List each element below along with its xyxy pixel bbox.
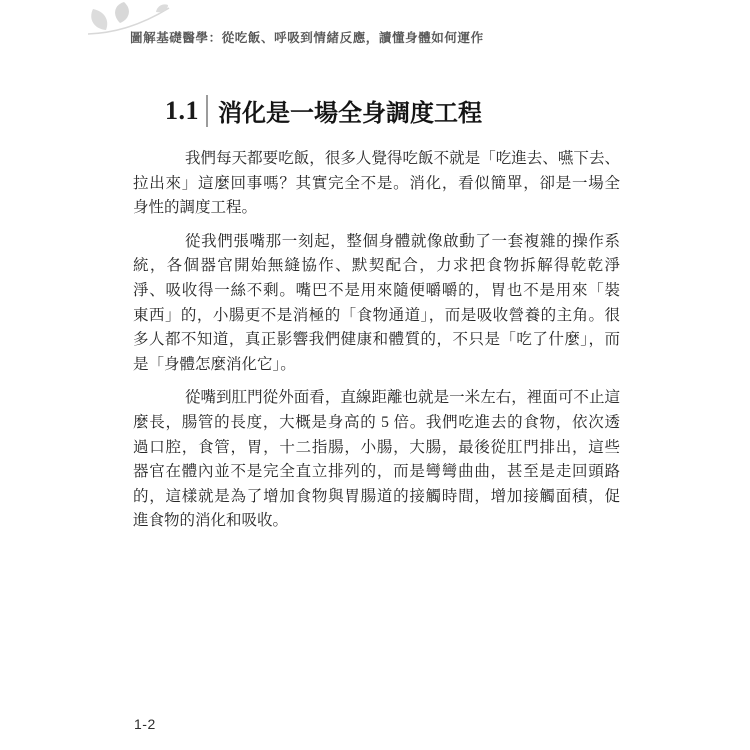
text-line: 身性的調度工程。: [133, 199, 258, 217]
running-header-book-title: 圖解基礎醫學：從吃飯、呼吸到情緒反應，讀懂身體如何運作: [130, 31, 484, 45]
text-line: 是「身體怎麼消化它」。: [133, 355, 296, 373]
heading-divider: [206, 95, 208, 127]
section-heading: [165, 93, 482, 128]
paragraph: [133, 147, 620, 221]
section-number: 1.1: [165, 95, 199, 125]
section-title: 消化是一場全身調度工程: [218, 101, 482, 127]
text-line: 統，各個器官開始無縫協作、默契配合，力求把食物拆解得乾乾淨: [133, 257, 620, 275]
text-line: 拉出來」這麼回事嗎？其實完全不是。消化，看似簡單，卻是一場全: [133, 174, 620, 192]
text-line: 進食物的消化和吸收。: [133, 512, 289, 530]
page-number: 1-2: [134, 716, 156, 732]
text-line: 淨、吸收得一絲不剩。嘴巴不是用來隨便嚼嚼的，胃也不是用來「裝: [133, 281, 620, 299]
body-text: [133, 147, 620, 543]
paragraph: [133, 230, 620, 378]
text-line: 東西」的，小腸更不是消極的「食物通道」，而是吸收營養的主角。很: [133, 306, 620, 324]
text-line: 從嘴到肛門從外面看，直線距離也就是一米左右，裡面可不止這: [185, 389, 620, 407]
text-line: 多人都不知道，真正影響我們健康和體質的，不只是「吃了什麼」，而: [133, 331, 620, 349]
paragraph: [133, 386, 620, 534]
text-line: 麼長，腸管的長度，大概是身高的 5 倍。我們吃進去的食物，依次透: [133, 413, 620, 431]
text-line: 器官在體內並不是完全直立排列的，而是彎彎曲曲，甚至是走回頭路: [133, 463, 620, 481]
text-line: 的，這樣就是為了增加食物與胃腸道的接觸時間，增加接觸面積，促: [133, 487, 620, 505]
text-line: 過口腔，食管，胃，十二指腸，小腸，大腸，最後從肛門排出，這些: [133, 438, 620, 456]
text-line: 我們每天都要吃飯，很多人覺得吃飯不就是「吃進去、嚥下去、: [185, 150, 620, 167]
text-line: 從我們張嘴那一刻起，整個身體就像啟動了一套複雜的操作系: [185, 232, 620, 250]
